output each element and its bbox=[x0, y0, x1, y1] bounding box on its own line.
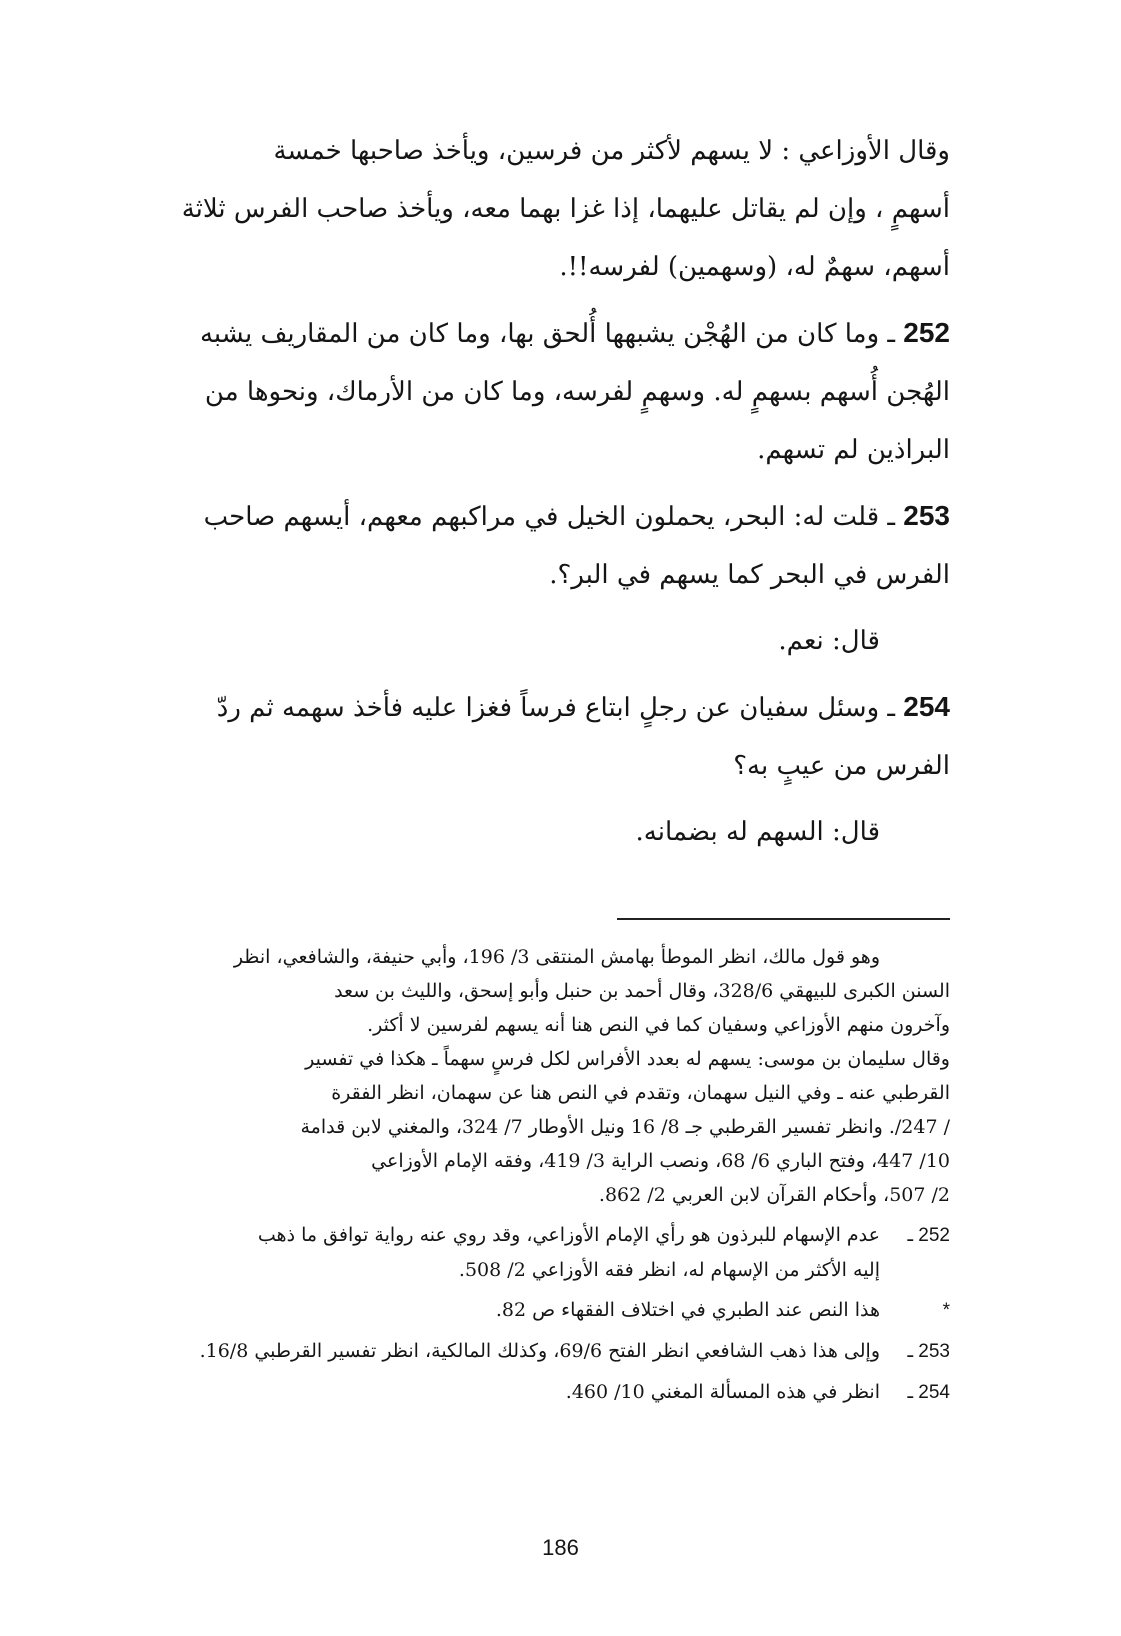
footnote-divider bbox=[617, 918, 950, 920]
footnote-text: هذا النص عند الطبري في اختلاف الفقهاء ص 82. bbox=[495, 1299, 880, 1321]
text-line: أسهمٍ ، وإن لم يقاتل عليهما، إذا غزا بهما معه، ويأخذ صاحب الفرس ثلاثة bbox=[181, 194, 950, 224]
text-line-content: ـ وسئل سفيان عن رجلٍ ابتاع فرساً فغزا عليه فأخذ سهمه ثم ردّ bbox=[216, 693, 896, 723]
footnote-line: / 247/. وانظر تفسير القرطبي جـ 8/ 16 ونيل الأوطار 7/ 324، والمغني لابن قدامة bbox=[300, 1116, 950, 1138]
paragraph-254 bbox=[80, 678, 950, 795]
text-line: الفرس في البحر كما يسهم في البر؟. bbox=[549, 560, 950, 590]
footnote-asterisk bbox=[80, 1293, 950, 1328]
footnote-line: 10/ 447، وفتح الباري 6/ 68، ونصب الراية 3/ 419، وفقه الإمام الأوزاعي bbox=[371, 1150, 950, 1172]
footnote-label: * bbox=[942, 1300, 950, 1321]
text-line: وقال الأوزاعي : لا يسهم لأكثر من فرسين، ويأخذ صاحبها خمسة bbox=[273, 136, 950, 166]
footnote-line: وهو قول مالك، انظر الموطأ بهامش المنتقى 3/ 196، وأبي حنيفة، والشافعي، انظر bbox=[233, 946, 880, 968]
text-line-content: ـ وما كان من الهُجْن يشبهها أُلحق بها، وما كان من المقاريف يشبه bbox=[199, 319, 896, 349]
footnote-line: القرطبي عنه ـ وفي النيل سهمان، وتقدم في النص هنا عن سهمان، انظر الفقرة bbox=[331, 1082, 950, 1104]
paragraph-number: 252 bbox=[903, 317, 950, 348]
footnote-line: وقال سليمان بن موسى: يسهم له بعدد الأفراس لكل فرسٍ سهماً ـ هكذا في تفسير bbox=[305, 1048, 950, 1070]
footnote-line: إليه الأكثر من الإسهام له، انظر فقه الأوزاعي 2/ 508. bbox=[458, 1259, 880, 1281]
footnote-label: 253 ـ bbox=[907, 1341, 950, 1362]
paragraph-253 bbox=[80, 487, 950, 604]
footnote-line bbox=[80, 1293, 950, 1328]
footnotes bbox=[80, 940, 950, 1416]
footnote-label: 254 ـ bbox=[907, 1382, 950, 1403]
paragraph-number: 253 bbox=[903, 500, 950, 531]
footnote-label: 252 ـ bbox=[907, 1225, 950, 1246]
text-line bbox=[80, 678, 950, 737]
footnote-254 bbox=[80, 1375, 950, 1410]
text-line bbox=[80, 304, 950, 363]
main-text bbox=[80, 122, 950, 869]
paragraph-252 bbox=[80, 304, 950, 479]
page-number: 186 bbox=[542, 1535, 579, 1560]
answer-line bbox=[80, 803, 950, 861]
footnote-253 bbox=[80, 1334, 950, 1369]
footnote bbox=[80, 940, 950, 1212]
footnote-line: 2/ 507، وأحكام القرآن لابن العربي 2/ 862. bbox=[598, 1184, 950, 1206]
text-line: قال: نعم. bbox=[778, 626, 880, 656]
text-line-content: ـ قلت له: البحر، يحملون الخيل في مراكبهم معهم، أيسهم صاحب bbox=[203, 502, 896, 532]
footnote-line: السنن الكبرى للبيهقي 328/6، وقال أحمد بن حنبل وأبو إسحق، والليث بن سعد bbox=[334, 980, 950, 1002]
text-line: أسهم، سهمٌ له، (وسهمين) لفرسه!!. bbox=[559, 252, 950, 282]
footnote-line bbox=[80, 1218, 950, 1253]
text-line bbox=[80, 487, 950, 546]
footnote-252 bbox=[80, 1218, 950, 1287]
text-line: قال: السهم له بضمانه. bbox=[635, 817, 880, 847]
paragraph-number: 254 bbox=[903, 691, 950, 722]
paragraph bbox=[80, 122, 950, 296]
answer-line bbox=[80, 612, 950, 670]
footnote-text: انظر في هذه المسألة المغني 10/ 460. bbox=[565, 1381, 880, 1403]
text-line: الهُجن أُسهم بسهمٍ له. وسهمٍ لفرسه، وما كان من الأرماك، ونحوها من bbox=[204, 377, 950, 407]
text-line: الفرس من عيبٍ به؟ bbox=[733, 751, 950, 781]
footnote-line bbox=[80, 1334, 950, 1369]
footnote-line: وآخرون منهم الأوزاعي وسفيان كما في النص هنا أنه يسهم لفرسين لا أكثر. bbox=[367, 1014, 950, 1036]
footnote-text: عدم الإسهام للبرذون هو رأي الإمام الأوزاعي، وقد روي عنه رواية توافق ما ذهب bbox=[257, 1224, 880, 1246]
footnote-text: وإلى هذا ذهب الشافعي انظر الفتح 69/6، وكذلك المالكية، انظر تفسير القرطبي 16/8. bbox=[199, 1340, 880, 1362]
text-line: البراذين لم تسهم. bbox=[757, 435, 950, 465]
footnote-line bbox=[80, 1375, 950, 1410]
